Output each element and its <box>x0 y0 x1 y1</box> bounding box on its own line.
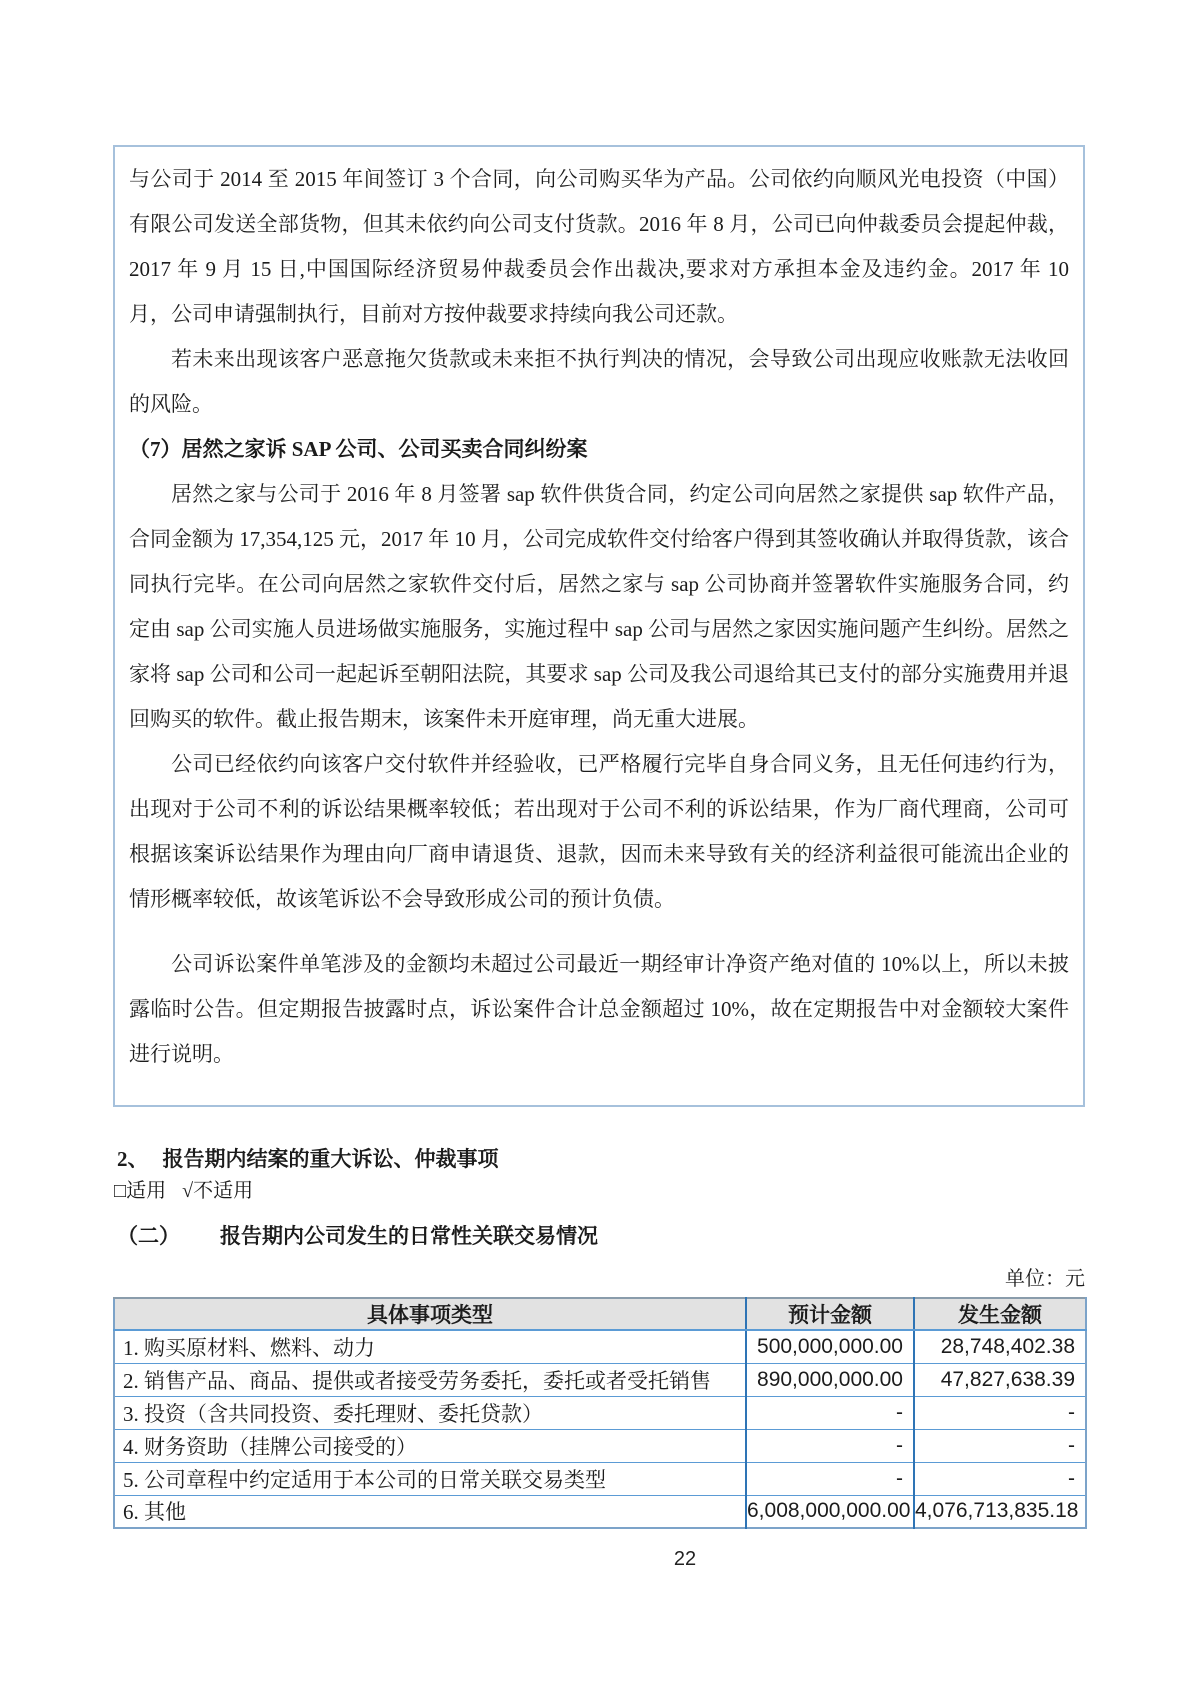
actual-amount-cell: 4,076,713,835.18 <box>914 1495 1086 1528</box>
table-row <box>114 1396 1086 1429</box>
actual-amount-cell: - <box>914 1396 1086 1429</box>
applicable-checkbox-option: □适用 <box>114 1180 167 1202</box>
actual-amount-cell: 47,827,638.39 <box>914 1363 1086 1396</box>
actual-amount-cell: 28,748,402.38 <box>914 1330 1086 1363</box>
unit-label: 单位：元 <box>1005 1268 1085 1290</box>
actual-amount-cell: - <box>914 1429 1086 1462</box>
table-row <box>114 1462 1086 1495</box>
risk-paragraph: 若未来出现该客户恶意拖欠货款或未来拒不执行判决的情况，会导致公司出现应收账款无法收回的风险。 <box>129 347 1069 416</box>
table-row <box>114 1495 1086 1528</box>
case7-heading: （7）居然之家诉 SAP 公司、公司买卖合同纠纷案 <box>129 437 588 461</box>
row-label-cell: 4. 财务资助（挂牌公司接受的） <box>114 1429 746 1462</box>
expected-amount-cell: - <box>746 1396 914 1429</box>
col-header-actual-amount: 发生金额 <box>914 1298 1086 1330</box>
case-assessment-paragraph: 公司已经依约向该客户交付软件并经验收，已严格履行完毕自身合同义务，且无任何违约行为，出现对于公司不利的诉讼结果概率较低；若出现对于公司不利的诉讼结果，作为厂商代理商，公司可根据该案诉讼结果作为理由向厂商申请退货、退款，因而未来导致有关的经济利益很可能流出企业的情形概率较低，故该笔诉讼不会导致形成公司的预计负债。 <box>129 752 1069 911</box>
row-label-cell: 5. 公司章程中约定适用于本公司的日常关联交易类型 <box>114 1462 746 1495</box>
row-label-cell: 2. 销售产品、商品、提供或者接受劳务委托，委托或者受托销售 <box>114 1363 746 1396</box>
expected-amount-cell: - <box>746 1429 914 1462</box>
table-row <box>114 1363 1086 1396</box>
table-row <box>114 1330 1086 1363</box>
related-transactions-heading-number: （二） <box>117 1224 180 1248</box>
litigation-details-box <box>113 145 1085 1107</box>
page-number: 22 <box>673 1548 697 1570</box>
closed-litigation-heading-number: 2、 <box>117 1147 149 1171</box>
not-applicable-checkbox-option: √不适用 <box>182 1180 254 1202</box>
col-header-item-type: 具体事项类型 <box>114 1298 746 1330</box>
related-transactions-heading-title: 报告期内公司发生的日常性关联交易情况 <box>220 1224 598 1248</box>
expected-amount-cell: 6,008,000,000.00 <box>746 1495 914 1528</box>
expected-amount-cell: - <box>746 1462 914 1495</box>
closed-litigation-heading <box>117 1143 499 1173</box>
col-header-expected-amount: 预计金额 <box>746 1298 914 1330</box>
closed-litigation-heading-title: 报告期内结案的重大诉讼、仲裁事项 <box>162 1147 499 1171</box>
case-facts-paragraph: 居然之家与公司于 2016 年 8 月签署 sap 软件供货合同，约定公司向居然之家提供 sap 软件产品，合同金额为 17,354,125 元，2017 年 10 月，公司完成软件交付给客户得到其签收确认并取得货款，该合同执行完毕。在公司向居然之家软件交付后，居然之家与 sap 公司协商并签署软件实施服务合同，约定由 sap 公司实施人员进场做实施服务，实施过程中 sap 公司与居然之家因实施问题产生纠纷。居然之家将 sap 公司和公司一起起诉至朝阳法院，其要求 sap 公司及我公司退给其已支付的部分实施费用并退回购买的软件。截止报告期末，该案件未开庭审理，尚无重大进展。 <box>129 482 1069 731</box>
related-transactions-table <box>113 1297 1087 1529</box>
disclosure-note-paragraph: 公司诉讼案件单笔涉及的金额均未超过公司最近一期经审计净资产绝对值的 10%以上，所以未披露临时公告。但定期报告披露时点，诉讼案件合计总金额超过 10%，故在定期报告中对金额较大案件进行说明。 <box>129 952 1069 1066</box>
table-row <box>114 1429 1086 1462</box>
carryover-paragraph: 与公司于 2014 至 2015 年间签订 3 个合同，向公司购买华为产品。公司依约向顺风光电投资（中国）有限公司发送全部货物，但其未依约向公司支付货款。2016 年 8 月，公司已向仲裁委员会提起仲裁，2017 年 9 月 15 日,中国国际经济贸易仲裁委员会作出裁决,要求对方承担本金及违约金。2017 年 10 月，公司申请强制执行，目前对方按仲裁要求持续向我公司还款。 <box>129 167 1069 326</box>
table-header-row <box>114 1298 1086 1330</box>
row-label-cell: 1. 购买原材料、燃料、动力 <box>114 1330 746 1363</box>
expected-amount-cell: 890,000,000.00 <box>746 1363 914 1396</box>
applicability-line <box>114 1174 253 1203</box>
expected-amount-cell: 500,000,000.00 <box>746 1330 914 1363</box>
related-transactions-heading <box>117 1220 598 1250</box>
actual-amount-cell: - <box>914 1462 1086 1495</box>
row-label-cell: 3. 投资（含共同投资、委托理财、委托贷款） <box>114 1396 746 1429</box>
row-label-cell: 6. 其他 <box>114 1495 746 1528</box>
